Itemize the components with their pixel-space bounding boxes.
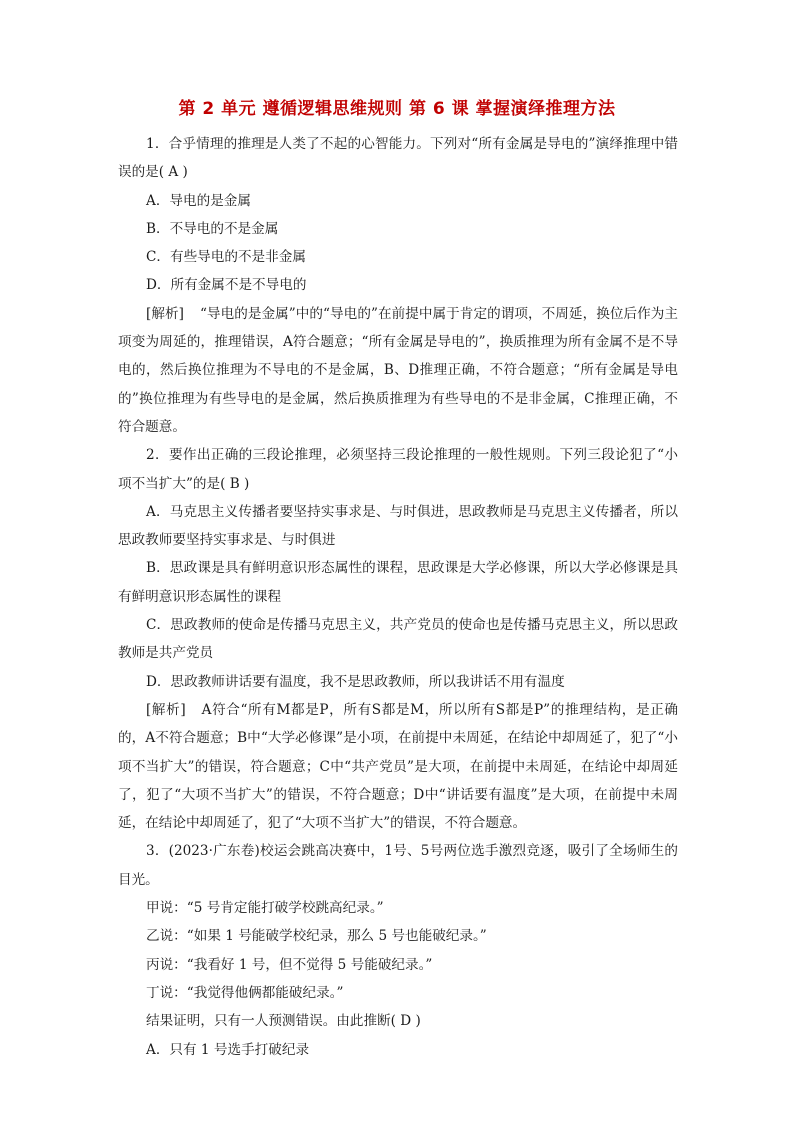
analysis-label: [解析] [146, 701, 186, 718]
question-2-option-d: D．思政教师讲话要有温度，我不是思政教师，所以我讲话不用有温度 [146, 673, 565, 690]
analysis-text: “导电的是金属”中的“导电的”在前提中属于肯定的谓项，不周延，换位后作为主项变为周延的，推理错误，A符合题意；“所有金属是导电的”，换质推理为所有金属不是不导电的，然后换位推理为不导电的不是金属，B、D推理正确，不符合题意；“所有金属是导电的”换位推理为有些导电的是金属，然后换质推理为有些导电的不是非金属，C推理正确，不符合题意。 [118, 305, 678, 435]
statement-yi: 乙说：“如果 1 号能破学校纪录，那么 5 号也能破纪录。” [146, 928, 487, 945]
question-2-analysis [118, 696, 678, 837]
question-1-option-c: C．有些导电的不是非金属 [146, 249, 306, 266]
page-title: 第 2 单元 遵循逻辑思维规则 第 6 课 掌握演绎推理方法 [178, 99, 616, 119]
question-3-option-a: A．只有 1 号选手打破纪录 [146, 1041, 310, 1058]
question-1-option-a: A．导电的是金属 [146, 192, 251, 209]
question-3-stem: 3．(2023·广东卷)校运会跳高决赛中，1号、5号两位选手激烈竞逐，吸引了全场师生的目光。 [118, 843, 678, 888]
document-body [118, 130, 678, 1064]
question-2-option-c: C．思政教师的使命是传播马克思主义，共产党员的使命也是传播马克思主义，所以思政教师是共产党员 [118, 617, 678, 662]
statement-ding: 丁说：“我觉得他俩都能破纪录。” [146, 984, 344, 1001]
question-1-analysis [118, 300, 678, 441]
question-3-conclusion: 结果证明，只有一人预测错误。由此推断( D ) [146, 1013, 421, 1030]
question-1-option-d: D．所有金属不是不导电的 [146, 277, 307, 294]
question-2-stem: 2．要作出正确的三段论推理，必须坚持三段论推理的一般性规则。下列三段论犯了“小项不当扩大”的是( B ) [118, 447, 678, 492]
statement-bing: 丙说：“我看好 1 号，但不觉得 5 号能破纪录。” [146, 956, 433, 973]
analysis-label: [解析] [146, 305, 184, 322]
question-1-option-b: B．不导电的不是金属 [146, 220, 279, 237]
question-2-option-a: A．马克思主义传播者要坚持实事求是、与时俱进，思政教师是马克思主义传播者，所以思政教师要坚持实事求是、与时俱进 [118, 503, 678, 549]
question-2-option-b: B．思政课是具有鲜明意识形态属性的课程，思政课是大学必修课，所以大学必修课是具有鲜明意识形态属性的课程 [118, 560, 678, 605]
statement-jia: 甲说：“5 号肯定能打破学校跳高纪录。” [146, 900, 384, 917]
question-1-stem: 1．合乎情理的推理是人类了不起的心智能力。下列对“所有金属是导电的”演绎推理中错误的是( A ) [118, 136, 678, 181]
analysis-text: A符合“所有M都是P，所有S都是M，所以所有S都是P”的推理结构，是正确的，A不符合题意；B中“大学必修课”是小项，在前提中未周延，在结论中却周延了，犯了“小项不当扩大”的错误，符合题意；C中“共产党员”是大项，在前提中未周延，在结论中却周延了，犯了“大项不当扩大”的错误，不符合题意；D中“讲话要有温度”是大项，在前提中未周延，在结论中却周延了，犯了“大项不当扩大”的错误，不符合题意。 [118, 701, 678, 832]
